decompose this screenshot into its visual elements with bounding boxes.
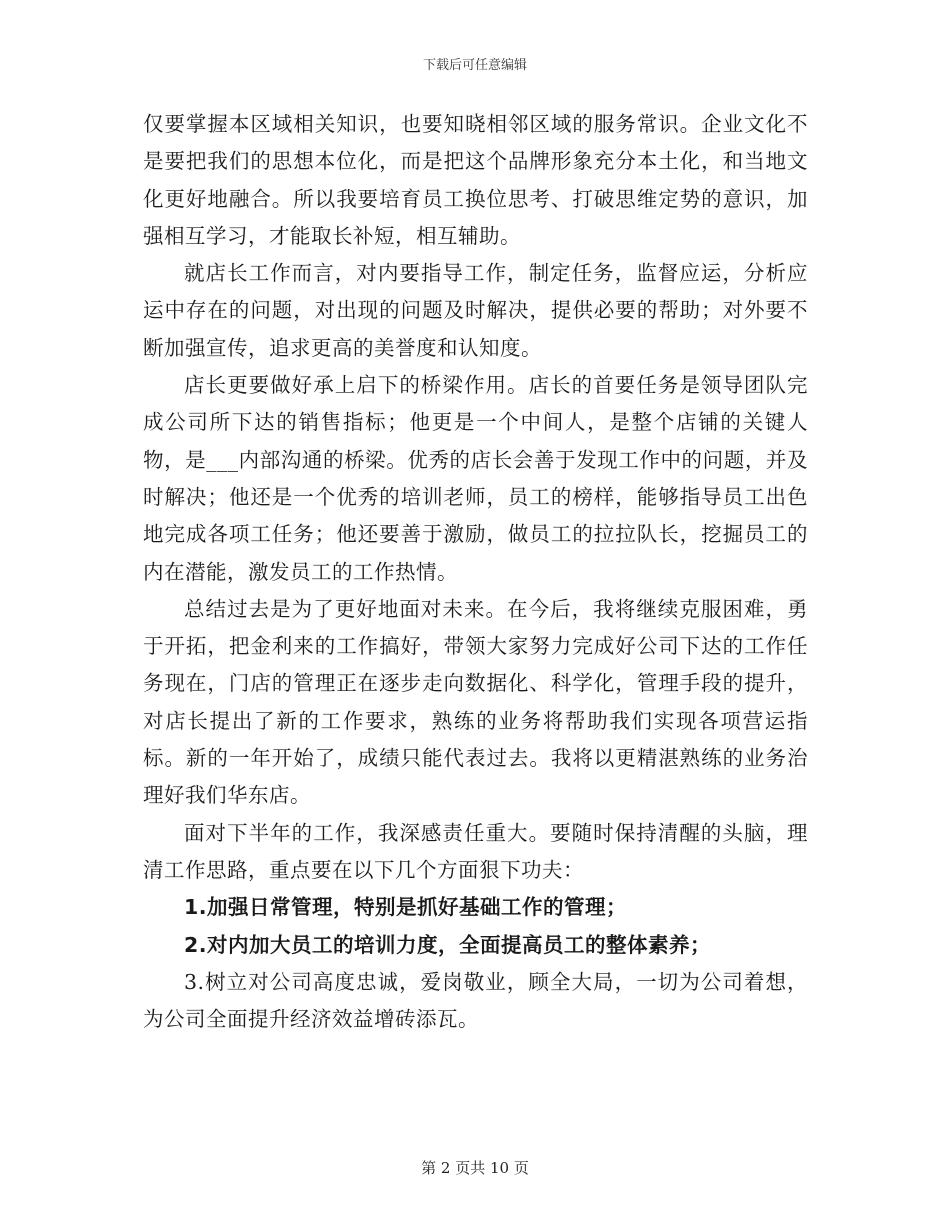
list-item-1: 1.加强日常管理，特别是抓好基础工作的管理；	[184, 895, 628, 920]
document-body	[143, 106, 808, 1038]
page-header: 下载后可任意编辑	[422, 58, 527, 73]
list-item-3: 3.树立对公司高度忠诚，爱岗敬业，顾全大局，一切为公司着想，为公司全面提升经济效益增砖添瓦。	[143, 969, 808, 1032]
paragraph-continued: 仅要掌握本区域相关知识，也要知晓相邻区域的服务常识。企业文化不是要把我们的思想本位化，而是把这个品牌形象充分本土化，和当地文化更好地融合。所以我要培育员工换位思考、打破思维定势的意识，加强相互学习，才能取长补短，相互辅助。	[143, 112, 808, 248]
paragraph-bridge-role: 店长更要做好承上启下的桥梁作用。店长的首要任务是领导团队完成公司所下达的销售指标；他更是一个中间人，是整个店铺的关键人物，是___内部沟通的桥梁。优秀的店长会善于发现工作中的问题，并及时解决；他还是一个优秀的培训老师，员工的榜样，能够指导员工出色地完成各项工任务；他还要善于激励，做员工的拉拉队长，挖掘员工的内在潜能，激发员工的工作热情。	[143, 373, 808, 584]
paragraph-second-half-plan: 面对下半年的工作，我深感责任重大。要随时保持清醒的头脑，理清工作思路，重点要在以下几个方面狠下功夫：	[143, 820, 808, 882]
paragraph-summary-future: 总结过去是为了更好地面对未来。在今后，我将继续克服困难，勇于开拓，把金利来的工作搞好，带领大家努力完成好公司下达的工作任务现在，门店的管理正在逐步走向数据化、科学化，管理手段的提升，对店长提出了新的工作要求，熟练的业务将帮助我们实现各项营运指标。新的一年开始了，成绩只能代表过去。我将以更精湛熟练的业务治理好我们华东店。	[143, 596, 808, 808]
list-item-2: 2.对内加大员工的培训力度，全面提高员工的整体素养；	[184, 932, 712, 957]
page-footer: 第 2 页共 10 页	[421, 1159, 529, 1177]
paragraph-store-manager-duties: 就店长工作而言，对内要指导工作，制定任务，监督应运，分析应运中存在的问题，对出现的问题及时解决，提供必要的帮助；对外要不断加强宣传，追求更高的美誉度和认知度。	[143, 261, 808, 360]
